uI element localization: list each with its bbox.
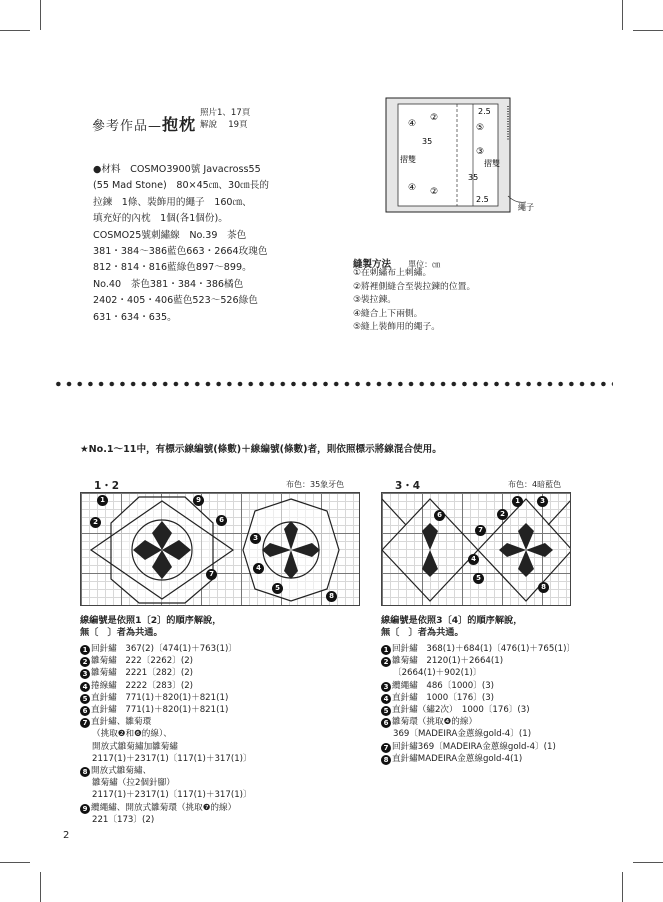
chart-marker: 3 (537, 496, 548, 507)
stitch-description: 直針繡 771(1)＋820(1)＋821(1) (91, 692, 229, 703)
stitch-number-badge: 6 (381, 718, 391, 728)
material-line: COSMO25號刺繡線 No.39 茶色 (93, 229, 247, 241)
key-left-list (80, 643, 252, 826)
stitch-number-badge: 8 (80, 767, 90, 777)
diagram-label: 2.5 (476, 195, 489, 204)
chart-left-art (81, 493, 360, 606)
stitch-description: 回針繡 367(2)〔474(1)＋763(1)〕 (91, 644, 237, 654)
page-title (92, 112, 196, 135)
stitch-number-badge: 9 (80, 804, 90, 814)
stitch-description: 直針繡 1000〔176〕(3) (392, 692, 495, 703)
chart-label-left: 1・2 (94, 480, 120, 492)
stitch-description: 纜繩繡 486〔1000〕(3) (392, 680, 495, 691)
stitch-number-badge: 2 (381, 657, 391, 667)
diagram-label: 繩子 (518, 203, 534, 212)
key-line (381, 680, 575, 692)
key-line (80, 765, 252, 777)
title-text: 抱枕 (162, 115, 197, 134)
stitch-number-badge: 5 (80, 694, 90, 704)
stitch-number-badge: 2 (80, 657, 90, 667)
key-line (381, 753, 575, 765)
diagram-label: 2.5 (478, 107, 491, 116)
key-right-list (381, 643, 575, 765)
key-line (80, 680, 252, 692)
crop-mark (633, 30, 663, 31)
chart-marker: 2 (497, 509, 508, 520)
chart-marker: 7 (206, 569, 217, 580)
title-refs (200, 107, 250, 131)
stitch-description: 369〔MADEIRA金蔥線gold-4〕(1) (393, 729, 532, 740)
material-line: 631・634・635。 (93, 311, 177, 323)
diagram-label: 35 (422, 137, 433, 146)
sewing-step: ②將裡側縫合至裝拉鍊的位置。 (353, 281, 476, 292)
sewing-step: ④縫合上下兩側。 (353, 308, 423, 319)
stitch-description: 直針繡 771(1)＋820(1)＋821(1) (91, 705, 229, 716)
sewing-step: ①在刺繡布上刺繡。 (353, 268, 432, 278)
key-line (80, 753, 252, 765)
stitch-number-badge: 5 (381, 706, 391, 716)
material-line: 2402・405・406藍色523〜526綠色 (93, 295, 258, 307)
key-line (381, 692, 575, 704)
sewing-unit: 單位：㎝ (408, 260, 441, 269)
key-line (381, 655, 575, 667)
diagram-label: ② (430, 113, 439, 123)
photo-ref: 照片1、17頁 (200, 108, 251, 118)
stitch-description: 雛菊繡 2120(1)＋2664(1) (392, 656, 504, 667)
diagram-label: ④ (408, 183, 417, 193)
stitch-description: 雛菊環（挑取❹的線） (392, 717, 478, 728)
sewing-step: ③裝拉鍊。 (353, 295, 397, 306)
stitch-description: （挑取❷和❻的線）、 (92, 729, 172, 740)
sewing-step: ⑤縫上裝飾用的繩子。 (353, 322, 441, 333)
stitch-description: 捲線繡 2222〔283〕(2) (91, 680, 194, 691)
chart-marker: 6 (216, 515, 227, 526)
material-line: 381・384〜386藍色663・2664玫瑰色 (93, 246, 268, 258)
crop-mark (40, 0, 41, 30)
chart-marker: 6 (434, 510, 445, 521)
guide-ref: 解說 19頁 (200, 120, 248, 130)
stitch-description: 回針繡369〔MADEIRA金蔥線gold-4〕(1) (392, 741, 556, 752)
crop-mark (622, 872, 623, 902)
key-line (80, 667, 252, 679)
chart-marker: 5 (473, 573, 484, 584)
diagram-label: 35 (468, 173, 479, 182)
material-line: ●材料 COSMO3900號 Javacross55 (93, 164, 261, 175)
crop-mark (622, 0, 623, 30)
chart-marker: 1 (512, 496, 523, 507)
stitch-number-badge: 6 (80, 706, 90, 716)
chart-marker: 4 (468, 554, 479, 565)
chart-marker: 1 (97, 495, 108, 506)
key-line (80, 814, 252, 826)
chart-marker: 2 (90, 517, 101, 528)
material-line: 填充好的內枕 1個(各1個份)。 (93, 213, 228, 225)
dotted-divider (53, 380, 613, 388)
key-line (80, 741, 252, 753)
stitch-number-badge: 1 (381, 645, 391, 655)
stitch-description: 開放式雛菊繡加雛菊繡 (92, 741, 178, 752)
material-line: 812・814・816藍綠色897〜899。 (93, 262, 252, 274)
key-right-head-line1: 線編號是依照3〔4〕的順序解說， (381, 615, 523, 626)
key-line (381, 716, 575, 728)
key-left-head-line1: 線編號是依照1〔2〕的順序解說， (80, 615, 222, 626)
key-line (80, 802, 252, 814)
stitch-number-badge: 3 (80, 669, 90, 679)
key-line (80, 704, 252, 716)
key-line (381, 728, 575, 740)
stitch-description: 纜繩繡、開放式雛菊環（挑取❼的線） (91, 802, 237, 813)
key-line (80, 777, 252, 789)
diagram-label: ④ (408, 119, 417, 129)
key-line (80, 655, 252, 667)
key-line (381, 643, 575, 655)
stitch-description: 直針繡、雛菊環 (91, 717, 152, 728)
chart-marker: 8 (326, 591, 337, 602)
crop-mark (0, 30, 30, 31)
stitch-description: 雛菊繡 2221〔282〕(2) (91, 668, 194, 679)
stitch-description: 回針繡 368(1)＋684(1)〔476(1)＋765(1)〕 (392, 644, 576, 654)
crop-mark (0, 862, 30, 863)
key-line (80, 728, 252, 740)
key-right-head-line2: 無〔 〕者為共通。 (381, 627, 464, 638)
key-line (381, 741, 575, 753)
embroidery-chart-left (80, 492, 360, 606)
key-line (80, 643, 252, 655)
stitch-description: 直針繡（繡2次） 1000〔176〕(3) (392, 705, 530, 716)
stitch-number-badge: 4 (80, 682, 90, 692)
chart-marker: 8 (538, 582, 549, 593)
chart-marker: 5 (272, 583, 283, 594)
title-prefix: 參考作品— (92, 119, 163, 134)
material-line: No.40 茶色381・384・386橘色 (93, 278, 244, 290)
stitch-number-badge: 4 (381, 694, 391, 704)
materials-block (93, 162, 303, 326)
stitch-description: 〔2664(1)＋902(1)〕 (393, 668, 482, 679)
diagram-label: ⑤ (476, 123, 485, 133)
material-line: 拉鍊 1條、裝飾用的繩子 160㎝、 (93, 196, 252, 208)
crop-mark (633, 862, 663, 863)
stitch-number-badge: 1 (80, 645, 90, 655)
page-number: 2 (63, 830, 70, 841)
key-right-heading (381, 615, 522, 639)
key-line (381, 704, 575, 716)
diagram-label: ② (430, 187, 439, 197)
stitch-description: 2117(1)＋2317(1)〔117(1)＋317(1)〕 (92, 753, 252, 764)
stitch-description: 雛菊繡 222〔2262〕(2) (91, 656, 194, 667)
chart-marker: 9 (193, 495, 204, 506)
diagram-label: ③ (476, 147, 485, 157)
assembly-diagram (378, 92, 538, 222)
stitch-description: 2117(1)＋2317(1)〔117(1)＋317(1)〕 (92, 790, 252, 801)
chart-marker: 7 (475, 525, 486, 536)
material-line: (55 Mad Stone) 80×45㎝、30㎝長的 (93, 180, 269, 192)
diagram-label: 摺雙 (400, 155, 416, 164)
key-line (80, 716, 252, 728)
key-line (80, 789, 252, 801)
stitch-description: 221〔173〕(2) (92, 814, 155, 825)
chart-marker: 3 (250, 533, 261, 544)
diagram-label: 摺雙 (484, 159, 500, 168)
sewing-title: 縫製方法 (353, 259, 392, 270)
fabric-color-left: 布色：35象牙色 (286, 480, 345, 489)
stitch-number-badge: 8 (381, 755, 391, 765)
stitch-number-badge: 3 (381, 682, 391, 692)
key-left-heading (80, 615, 221, 639)
key-left-head-line2: 無〔 〕者為共通。 (80, 627, 163, 638)
fabric-color-right: 布色：4暗藍色 (508, 480, 562, 489)
stitch-description: 雛菊繡（拉2個針腳） (92, 778, 175, 789)
crop-mark (40, 872, 41, 902)
stitch-number-badge: 7 (381, 743, 391, 753)
stitch-number-badge: 7 (80, 718, 90, 728)
sewing-steps (353, 267, 475, 335)
chart-marker: 4 (253, 563, 264, 574)
key-line (80, 692, 252, 704)
stitch-description: 開放式雛菊繡、 (91, 766, 152, 777)
key-line (381, 667, 575, 679)
notice-text: ★No.1〜11中，有標示線編號(條數)＋線編號(條數)者，則依照標示將線混合使用。 (80, 444, 442, 455)
chart-label-right: 3・4 (395, 480, 421, 492)
stitch-description: 直針繡MADEIRA金蔥線gold-4(1) (392, 753, 523, 764)
